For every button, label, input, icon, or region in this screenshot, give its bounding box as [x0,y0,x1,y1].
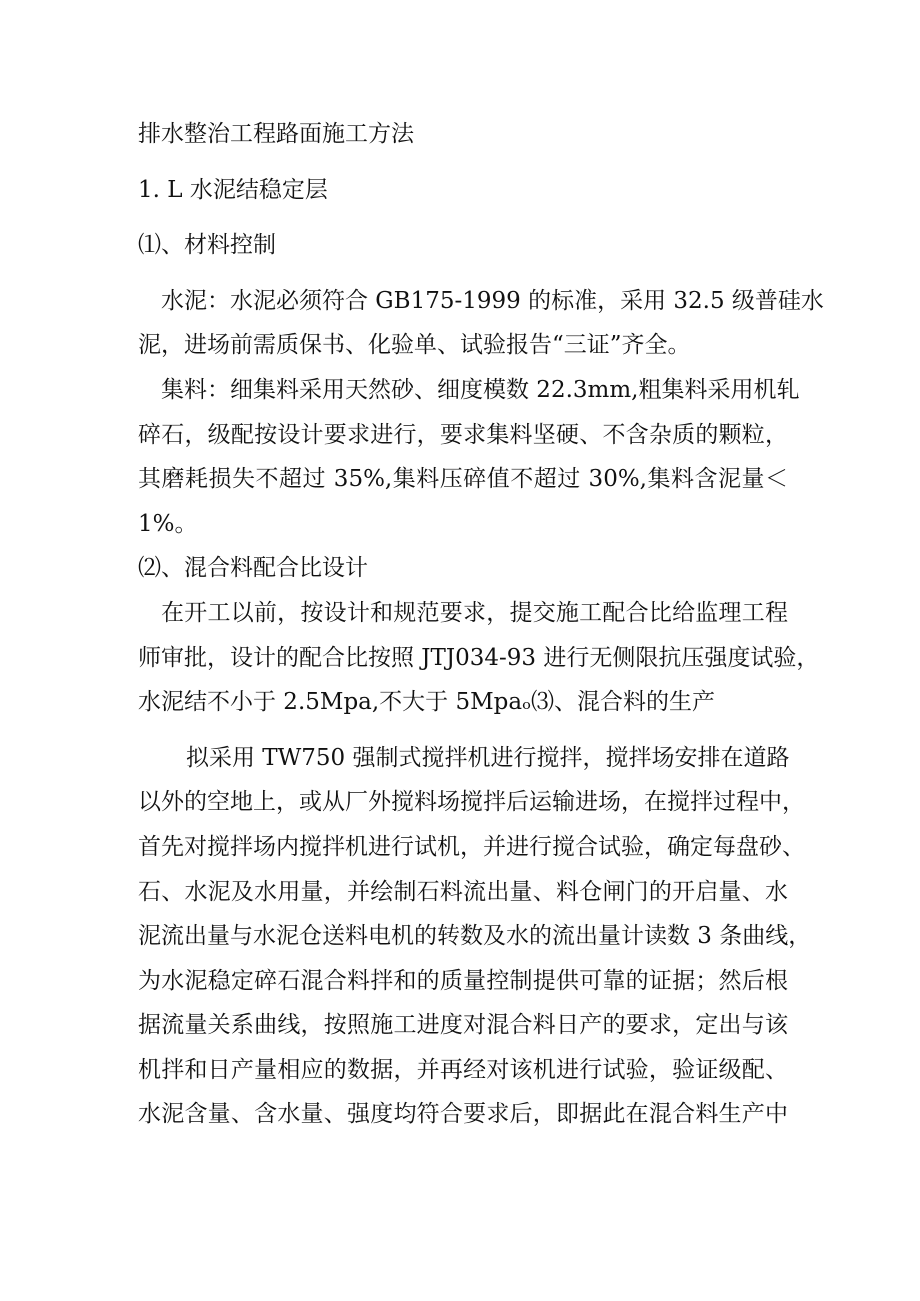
paragraph-line: 师审批，设计的配合比按照 JTJ034-93 进行无侧限抗压强度试验， [138,644,820,671]
subsection-heading-materials: ⑴、材料控制 [138,232,276,259]
paragraph-line: 在开工以前，按设计和规范要求，提交施工配合比给监理工程 [161,599,788,626]
paragraph-line: 石、水泥及水用量，并绘制石料流出量、料仓闸门的开启量、水 [138,878,788,905]
paragraph-line: 机拌和日产量相应的数据，并再经对该机进行试验，验证级配、 [138,1056,788,1083]
paragraph-line: 碎石，级配按设计要求进行，要求集料坚硬、不含杂质的颗粒， [138,421,788,448]
paragraph-line: 其磨耗损失不超过 35%,集料压碎值不超过 30%,集料含泥量＜ [138,466,788,493]
paragraph-aggregate [138,368,800,546]
paragraph-mix-design [138,591,820,725]
paragraph-line: 以外的空地上，或从厂外搅料场搅拌后运输进场，在搅拌过程中， [138,789,805,816]
paragraph-line: 拟采用 TW750 强制式搅拌机进行搅拌，搅拌场安排在道路 [186,744,790,771]
paragraph-cement [138,279,824,368]
paragraph-line: 为水泥稳定碎石混合料拌和的质量控制提供可靠的证据；然后根 [138,967,788,994]
paragraph-line: 水泥含量、含水量、强度均符合要求后，即据此在混合料生产中 [138,1101,788,1128]
paragraph-production [138,736,812,1137]
paragraph-line: 水泥结不小于 2.5Mpa,不大于 5Mpaₒ⑶、混合料的生产 [138,689,715,716]
paragraph-line: 水泥：水泥必须符合 GB175-1999 的标准，采用 32.5 级普硅水 [161,287,824,314]
paragraph-line: 泥流出量与水泥仓送料电机的转数及水的流出量计读数 3 条曲线， [138,923,812,950]
section-heading: 1. L 水泥结稳定层 [138,176,328,203]
paragraph-line: 首先对搅拌场内搅拌机进行试机，并进行搅合试验，确定每盘砂、 [138,833,805,860]
paragraph-line: 泥，进场前需质保书、化验单、试验报告“三证”齐全。 [138,332,691,359]
document-body [138,112,824,1137]
document-title: 排水整治工程路面施工方法 [138,121,414,147]
paragraph-line: 1%。 [138,510,198,537]
paragraph-line: 集料：细集料采用天然砂、细度模数 22.3mm,粗集料采用机轧 [161,376,800,403]
paragraph-line: 据流量关系曲线，按照施工进度对混合料日产的要求，定出与该 [138,1012,788,1039]
subsection-heading-mix-design: ⑵、混合料配合比设计 [138,555,368,582]
